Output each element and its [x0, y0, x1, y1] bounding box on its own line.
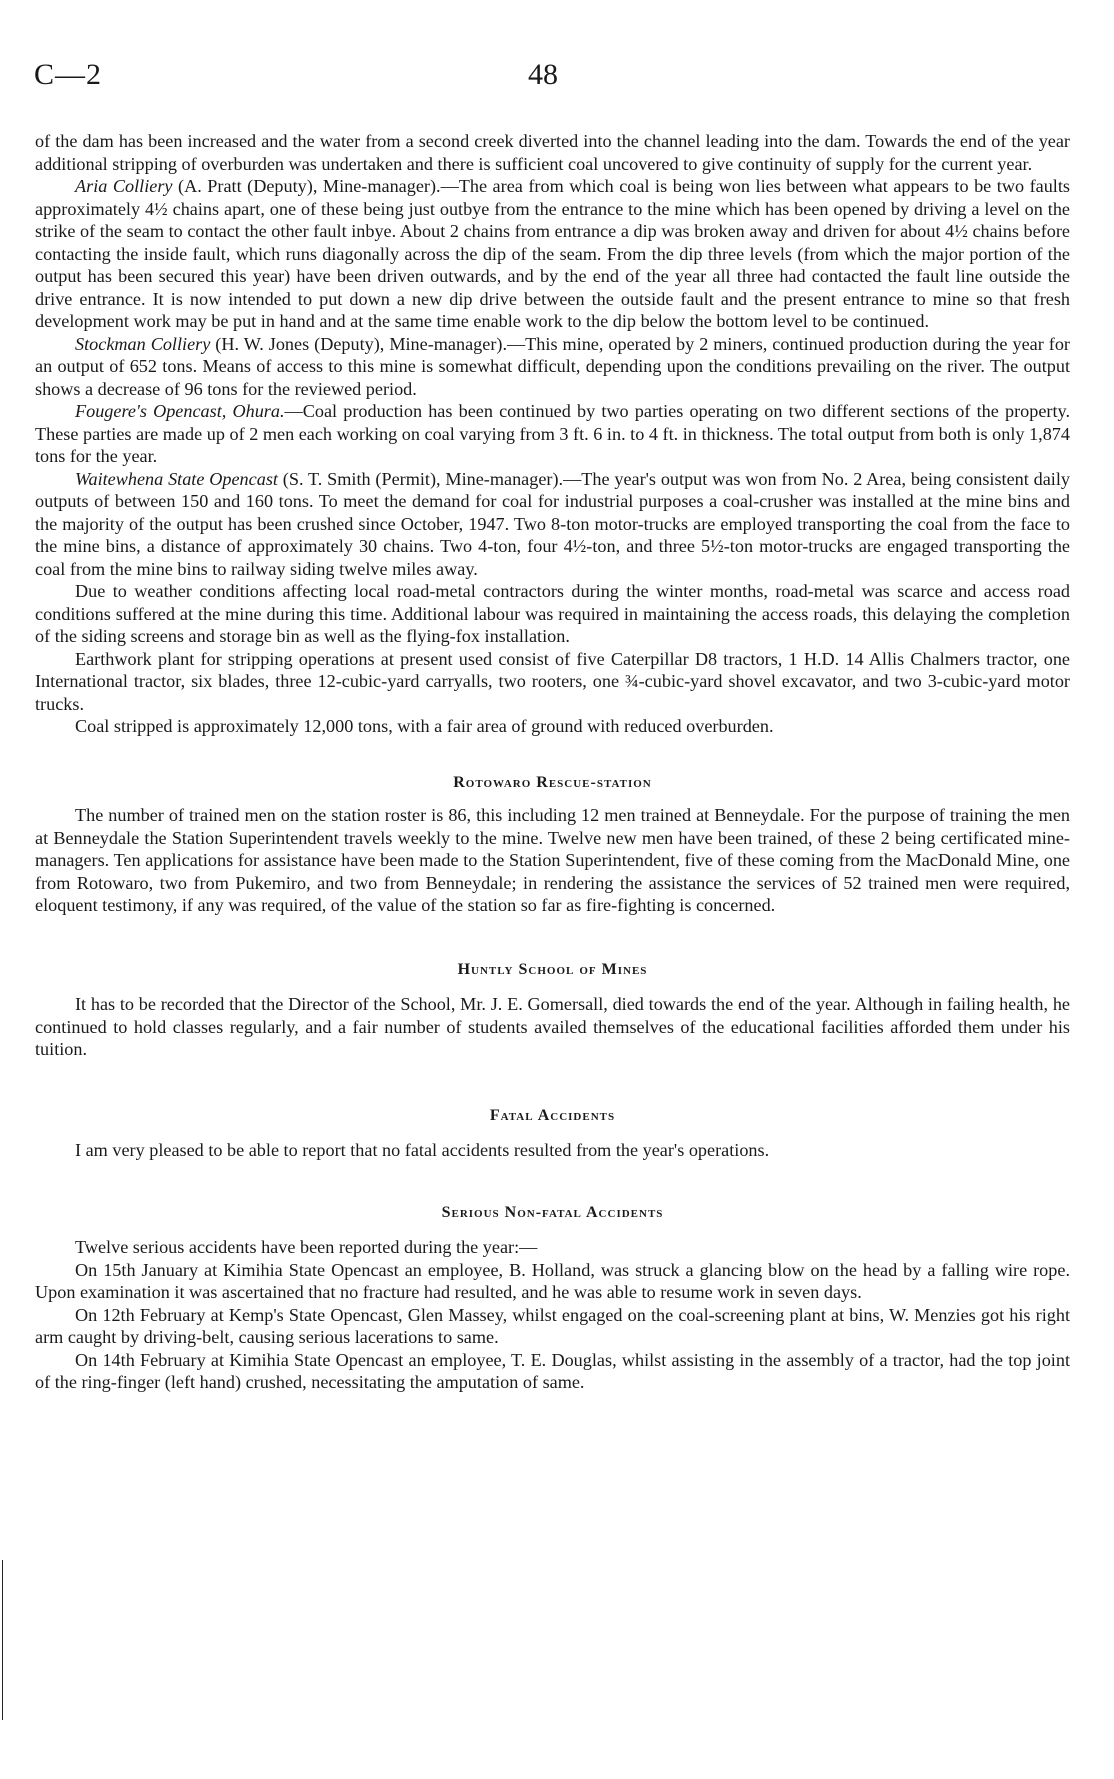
paragraph: of the dam has been increased and the water from a second creek diverted into the channel leading into the dam. Towards the end of the year additional stripping of overburden was undertaken and there is sufficient coal uncovered to give continuity of supply for the current year. — [35, 131, 1070, 174]
paragraph-text: —Coal production has been continued by two parties operating on two different sections of the property. These parties are made up of 2 men each working on coal varying from 3 ft. 6 in. to 4 ft. in thickness. The total output from both is only 1,874 tons for the year. — [35, 401, 1070, 466]
paragraph-lead: Waitewhena State Opencast — [75, 468, 278, 489]
paragraph-aria-colliery — [35, 175, 1070, 333]
paragraph-nonfatal: On 12th February at Kemp's State Opencast, Glen Massey, whilst engaged on the coal-screening plant at bins, W. Menzies got his right arm caught by driving-belt, causing serious lacerations to same. — [35, 1304, 1070, 1347]
section-heading-huntly: Huntly School of Mines — [457, 960, 648, 978]
page-number: 48 — [528, 58, 558, 91]
paragraph-nonfatal: Twelve serious accidents have been reported during the year:— — [75, 1237, 538, 1257]
paragraph-nonfatal: On 14th February at Kimihia State Opencast an employee, T. E. Douglas, whilst assisting in the assembly of a tractor, had the top joint of the ring-finger (left hand) crushed, necessitating the amputation of same. — [35, 1349, 1070, 1392]
paragraph-lead: Stockman Colliery — [75, 333, 211, 354]
paragraph-fatal: I am very pleased to be able to report that no fatal accidents resulted from the year's operations. — [75, 1140, 770, 1160]
paragraph-text: (H. W. Jones (Deputy), Mine-manager).—This mine, operated by 2 miners, continued production during the year for an output of 652 tons. Means of access to this mine is somewhat difficult, depending upon the conditions prevailing on the river. The output shows a decrease of 96 tons for the reviewed period. — [35, 333, 1070, 399]
paragraph-waitewhena — [35, 468, 1070, 581]
paragraph-rotowaro: The number of trained men on the station roster is 86, this including 12 men trained at Benneydale. For the purpose of training the men at Benneydale the Station Superintendent travels weekly to the mine. Twelve new men have been trained, of these 2 being certificated mine-managers. Ten applications for assistance have been made to the Station Superintendent, five of these coming from the MacDonald Mine, one from Rotowaro, two from Pukemiro, and two from Benneydale; in rendering the assistance the services of 52 trained men were required, eloquent testimony, if any was required, of the value of the station so far as fire-fighting is concerned. — [35, 805, 1070, 915]
paragraph: Due to weather conditions affecting local road-metal contractors during the winter months, road-metal was scarce and access road conditions suffered at the mine during this time. Additional labour was required in maintaining the access roads, this delaying the completion of the siding screens and storage bin as well as the flying-fox installation. — [35, 581, 1070, 646]
page-body — [35, 130, 1070, 1394]
paragraph-huntly: It has to be recorded that the Director of the School, Mr. J. E. Gomersall, died towards the end of the year. Although in failing health, he continued to hold classes regularly, and a fair number of students availed themselves of the educational facilities afforded them under his tuition. — [35, 994, 1070, 1059]
paragraph-nonfatal: On 15th January at Kimihia State Opencast an employee, B. Holland, was struck a glancing blow on the head by a falling wire rope. Upon examination it was ascertained that no fracture had resulted, and he was able to resume work in seven days. — [35, 1259, 1070, 1302]
section-heading-fatal-accidents: Fatal Accidents — [489, 1106, 616, 1124]
section-heading-nonfatal-accidents: Serious Non-fatal Accidents — [441, 1203, 664, 1221]
paragraph: Coal stripped is approximately 12,000 tons, with a fair area of ground with reduced overburden. — [75, 716, 774, 736]
section-heading-rotowaro: Rotowaro Rescue-station — [453, 773, 652, 791]
paragraph: Earthwork plant for stripping operations at present used consist of five Caterpillar D8 tractors, 1 H.D. 14 Allis Chalmers tractor, one International tractor, six blades, three 12-cubic-yard carryalls, two rooters, one ¾-cubic-yard shovel excavator, and two 3-cubic-yard motor trucks. — [35, 648, 1070, 714]
paragraph-lead: Fougere's Opencast, Ohura. — [75, 401, 285, 421]
paragraph-lead: Aria Colliery — [75, 176, 173, 196]
document-code: C—2 — [34, 58, 103, 91]
paragraph-text: (A. Pratt (Deputy), Mine-manager).—The area from which coal is being won lies between what appears to be two faults approximately 4½ chains apart, one of these being just outbye from the entrance to the mine which has been opened by driving a level on the strike of the seam to contact the other fault inbye. About 2 chains from entrance a dip was broken away and driven for about 4½ chains before contacting the inside fault, which runs diagonally across the dip of the seam. From the dip three levels (from which the major portion of the output has been secured this year) have been driven outwards, and by the end of the year all three had contacted the fault line outside the drive entrance. It is now intended to put down a new dip drive between the outside fault and the present entrance to mine so that fresh development work may be put in hand and at the same time enable work to the dip below the bottom level to be continued. — [35, 176, 1070, 331]
paragraph-fougeres-opencast — [35, 400, 1070, 468]
margin-rule — [2, 1560, 3, 1720]
paragraph-text: (S. T. Smith (Permit), Mine-manager).—The year's output was won from No. 2 Area, being consistent daily outputs of between 150 and 160 tons. To meet the demand for coal for industrial purposes a coal-crusher was installed at the mine bins and the majority of the output has been crushed since October, 1947. Two 8-ton motor-trucks are employed transporting the coal from the face to the mine bins, a distance of approximately 30 chains. Two 4-ton, four 4½-ton, and three 5½-ton motor-trucks are engaged transporting the coal from the mine bins to railway siding twelve miles away. — [35, 468, 1070, 579]
paragraph-stockman-colliery — [35, 333, 1070, 401]
